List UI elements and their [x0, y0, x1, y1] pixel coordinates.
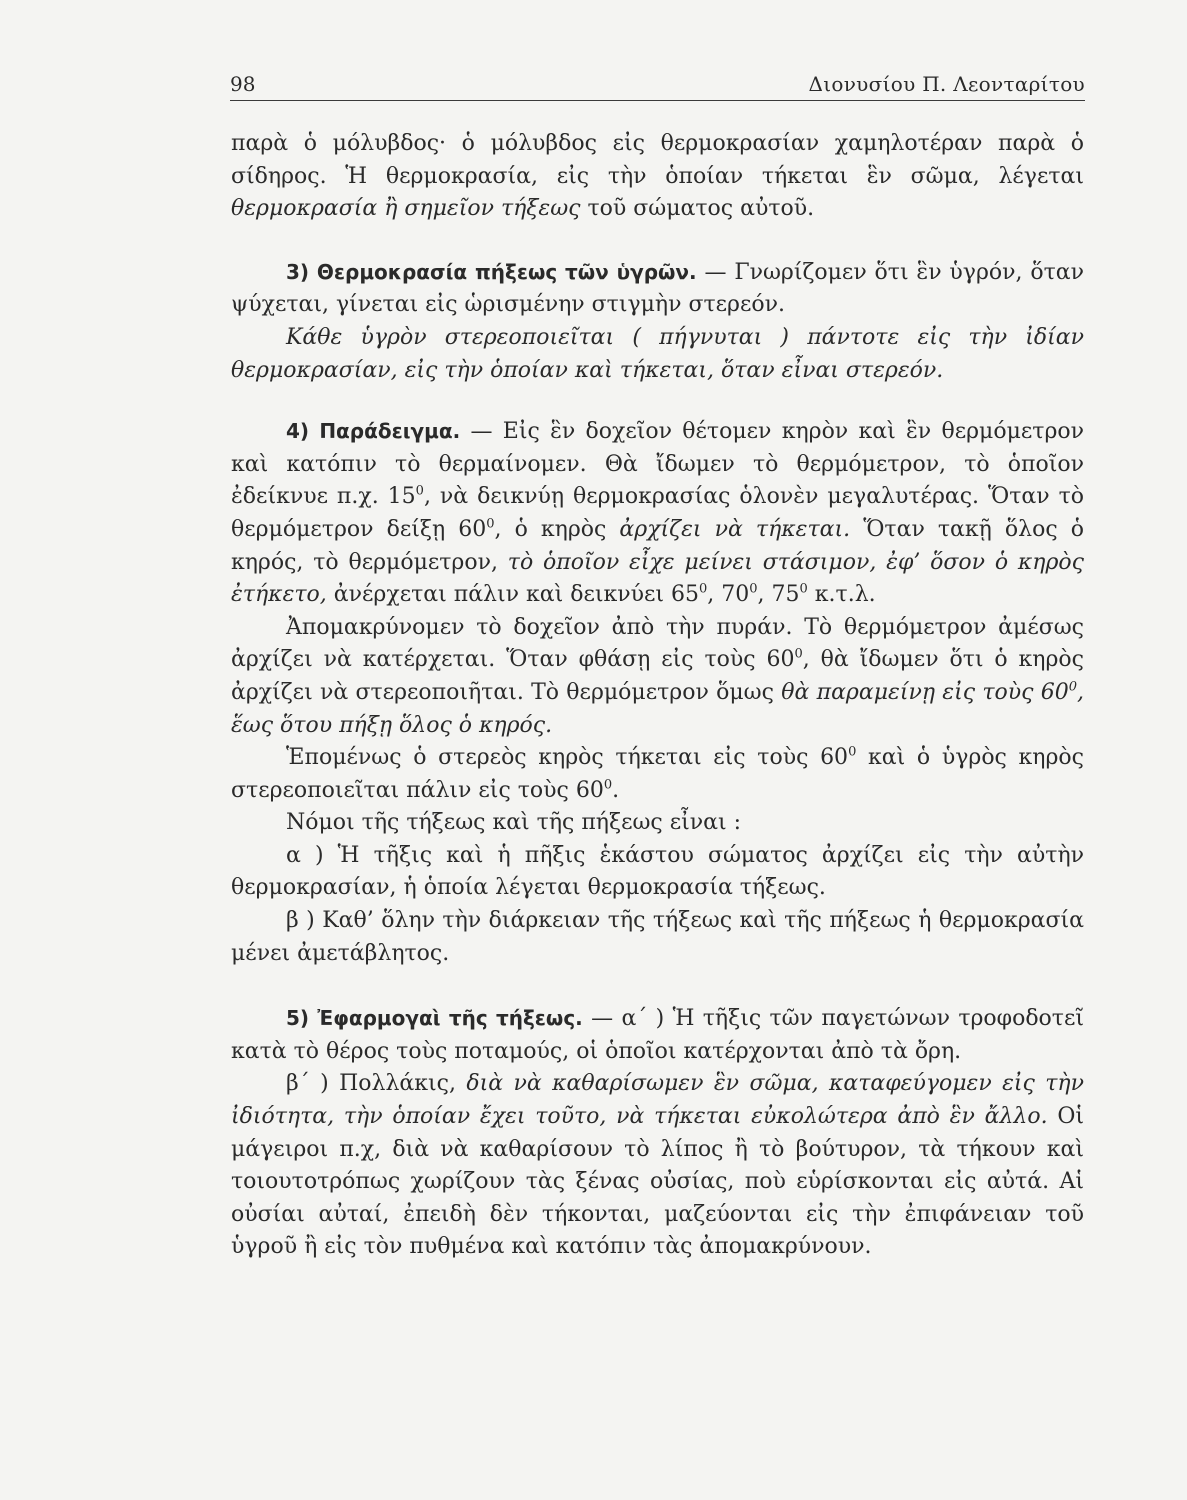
- paragraph-application-b: β΄ ) Πολλάκις, διὰ νὰ καθαρίσωμεν ἓν σῶμα, καταφεύγομεν εἰς τὴν ἰδιότητα, τὴν ὁποίαν ἔχει τοῦτο, νὰ τήκεται εὐκολώτερα ἀπὸ ἓν ἄλλο. Οἱ μάγειροι π.χ, διὰ νὰ καθαρίσουν τὸ λίπος ἢ τὸ βούτυρον, τὰ τήκουν καὶ τοιουτοτρόπως χωρίζουν τὰς ξένας οὐσίας, ποὺ εὑρίσκονται εἰς αὐτά. Αἱ οὐσίαι αὐταί, ἐπειδὴ δὲν τήκονται, μαζεύονται εἰς τὴν ἐπιφάνειαν τοῦ ὑγροῦ ἢ εἰς τὸν πυθμένα καὶ κατόπιν τὰς ἀπομακρύνουν.: [231, 1071, 1084, 1260]
- page-number: 98: [230, 72, 256, 96]
- section-4: 4) Παράδειγμα. — Εἰς ἓν δοχεῖον θέτομεν κηρὸν καὶ ἓν θερμόμετρον καὶ κατόπιν τὸ θερμαίνομεν. Θὰ ἴδωμεν τὸ θερμόμετρον, τὸ ὁποῖον ἐδείκνυε π.χ. $15^0$, νὰ δεικνύῃ θερμοκρασίας ὁλονὲν μεγαλυτέρας. Ὅταν τὸ θερμόμετρον δείξῃ $60^0$, ὁ κηρὸς ἀρχίζει νὰ τήκεται. Ὅταν τακῇ ὅλος ὁ κηρός, τὸ θερμόμετρον, τὸ ὁποῖον εἶχε μείνει στάσιμον, ἐφ’ ὅσον ὁ κηρὸς ἐτήκετο, ἀνέρχεται πάλιν καὶ δεικνύει $65^0$, $70^0$, $75^0$ κ.τ.λ.: [231, 419, 1084, 608]
- section-5: 5) Ἐφαρμογαὶ τῆς τήξεως. — α΄ ) Ἡ τῆξις τῶν παγετώνων τροφοδοτεῖ κατὰ τὸ θέρος τοὺς ποταμούς, οἱ ὁποῖοι κατέρχονται ἀπὸ τὰ ὄρη.: [231, 1006, 1084, 1064]
- law-b: β ) Καθ’ ὅλην τὴν διάρκειαν τῆς τήξεως καὶ τῆς πήξεως ἡ θερμοκρασία μένει ἀμετάβλητος.: [231, 908, 1084, 966]
- page-body: [231, 128, 1084, 1264]
- paragraph-1: παρὰ ὁ μόλυβδος· ὁ μόλυβδος εἰς θερμοκρασίαν χαμηλοτέραν παρὰ ὁ σίδηρος. Ἡ θερμοκρασία, εἰς τὴν ὁποίαν τήκεται ἓν σῶμα, λέγεται θερμοκρασία ἢ σημεῖον τήξεως τοῦ σώματος αὐτοῦ.: [231, 131, 1084, 222]
- paragraph-cooling: Ἀπομακρύνομεν τὸ δοχεῖον ἀπὸ τὴν πυράν. Τὸ θερμόμετρον ἀμέσως ἀρχίζει νὰ κατέρχεται. Ὅταν φθάσῃ εἰς τοὺς $60^0$, θὰ ἴδωμεν ὅτι ὁ κηρὸς ἀρχίζει νὰ στερεοποιῆται. Τὸ θερμόμετρον ὅμως θὰ παραμείνῃ εἰς τοὺς $60^0$, ἕως ὅτου πήξῃ ὅλος ὁ κηρός.: [231, 614, 1084, 738]
- paragraph-consequently: Ἑπομένως ὁ στερεὸς κηρὸς τήκεται εἰς τοὺς $60^0$ καὶ ὁ ὑγρὸς κηρὸς στερεοποιεῖται πάλιν εἰς τοὺς $60^0$.: [231, 744, 1084, 803]
- page-header: [230, 70, 1085, 101]
- section-3-heading: 3) Θερμοκρασία πήξεως τῶν ὑγρῶν.: [286, 259, 697, 284]
- section-4-heading: 4) Παράδειγμα.: [286, 419, 461, 444]
- section-3-rule: Κάθε ὑγρὸν στερεοποιεῖται ( πήγνυται ) πάντοτε εἰς τὴν ἰδίαν θερμοκρασίαν, εἰς τὴν ὁποίαν καὶ τήκεται, ὅταν εἶναι στερεόν.: [231, 324, 1084, 383]
- section-5-heading: 5) Ἐφαρμογαὶ τῆς τήξεως.: [286, 1006, 583, 1031]
- law-a: α ) Ἡ τῆξις καὶ ἡ πῆξις ἑκάστου σώματος ἀρχίζει εἰς τὴν αὐτὴν θερμοκρασίαν, ἡ ὁποία λέγεται θερμοκρασία τήξεως.: [231, 842, 1084, 901]
- laws-intro: Νόμοι τῆς τήξεως καὶ τῆς πήξεως εἶναι :: [286, 810, 742, 836]
- running-head: Διονυσίου Π. Λεονταρίτου: [808, 72, 1085, 96]
- section-3: 3) Θερμοκρασία πήξεως τῶν ὑγρῶν. — Γνωρίζομεν ὅτι ἓν ὑγρόν, ὅταν ψύχεται, γίνεται εἰς ὡρισμένην στιγμὴν στερεόν.: [231, 259, 1084, 318]
